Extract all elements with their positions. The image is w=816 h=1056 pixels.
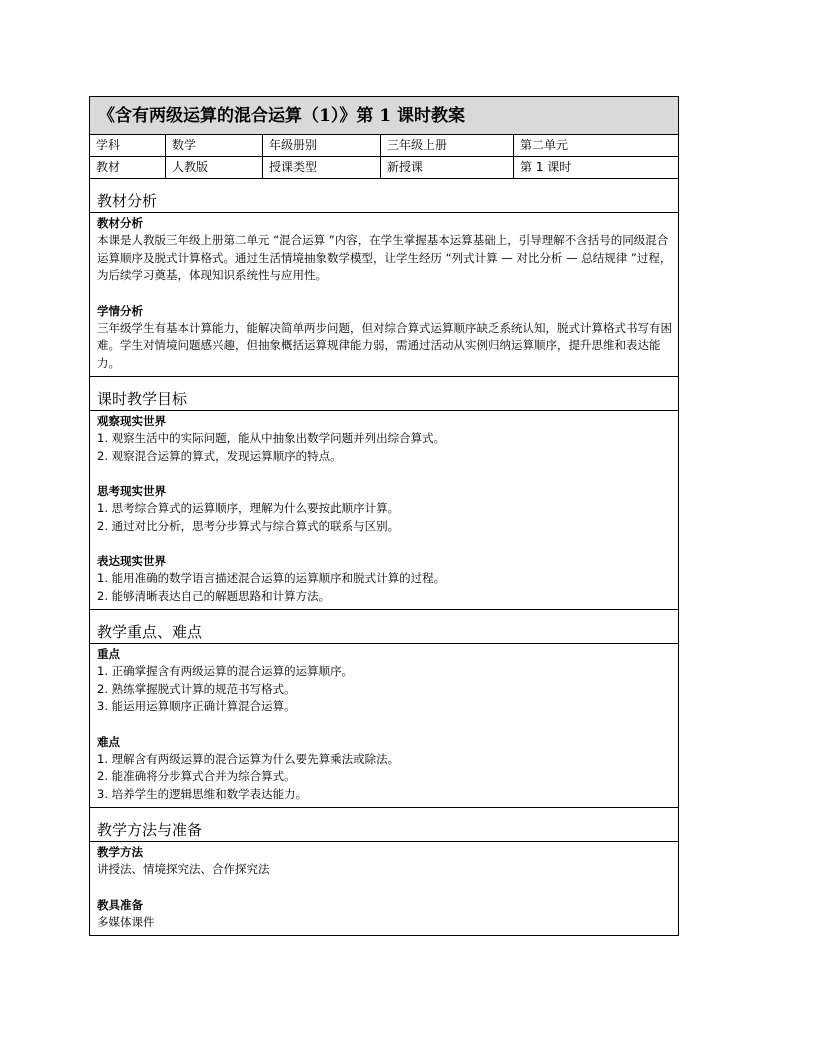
section-heading: 教学方法与准备	[90, 808, 678, 842]
goals-section	[90, 377, 678, 610]
list-item: 2. 通过对比分析，思考分步算式与综合算式的联系与区别。	[97, 518, 400, 533]
paragraph: 本课是人教版三年级上册第二单元 “混合运算 ”内容，在学生掌握基本运算基础上，引导理解不含括号的同级混合运算顺序及脱式计算格式。通过生活情境抽象数学模型，让学生经历 “列式计算 — 对比分析 — 总结规律 ”过程，为后续学习奠基，体现知识系统性与应用性。	[97, 233, 672, 282]
lesson-plan-table	[89, 96, 679, 936]
keypoints-section	[90, 610, 678, 808]
info-row-2	[90, 157, 678, 179]
info-cell: 新授课	[381, 157, 514, 178]
list-item: 2. 熟练掌握脱式计算的规范书写格式。	[97, 681, 296, 696]
list-item: 2. 能准确将分步算式合并为综合算式。	[97, 769, 296, 783]
info-row-1	[90, 135, 678, 157]
info-cell: 三年级上册	[381, 135, 514, 156]
info-cell: 学科	[90, 135, 166, 156]
subheading: 表达现实世界	[97, 554, 166, 568]
info-cell: 授课类型	[263, 157, 381, 178]
info-cell: 第 1 课时	[520, 160, 572, 174]
subheading: 教学方法	[97, 845, 143, 859]
subheading: 教具准备	[97, 897, 143, 912]
list-item: 2. 能够清晰表达自己的解题思路和计算方法。	[97, 588, 331, 603]
analysis-section	[90, 179, 678, 377]
list-item: 1. 理解含有两级运算的混合运算为什么要先算乘法或除法。	[97, 751, 400, 766]
list-item: 2. 观察混合运算的算式，发现运算顺序的特点。	[97, 448, 342, 463]
info-cell: 数学	[166, 135, 263, 156]
paragraph: 三年级学生有基本计算能力，能解决简单两步问题，但对综合算式运算顺序缺乏系统认知，脱式计算格式书写有困难。学生对情境问题感兴趣，但抽象概括运算规律能力弱，需通过活动从实例归纳运算顺序，提升思维和表达能力。	[97, 320, 672, 370]
info-cell: 年级册别	[263, 135, 381, 156]
section-heading: 教学重点、难点	[90, 610, 678, 644]
list-item: 1. 能用准确的数学语言描述混合运算的运算顺序和脱式计算的过程。	[97, 571, 446, 585]
subheading: 重点	[97, 647, 120, 661]
subheading: 思考现实世界	[97, 484, 166, 498]
subheading: 学情分析	[97, 303, 143, 318]
section-heading: 课时教学目标	[90, 377, 678, 411]
subheading: 教材分析	[97, 216, 143, 230]
methods-section	[90, 808, 678, 935]
paragraph: 多媒体课件	[97, 914, 155, 929]
list-item: 3. 能运用运算顺序正确计算混合运算。	[97, 699, 296, 713]
info-cell: 人教版	[166, 157, 263, 178]
info-cell: 第二单元	[520, 138, 569, 152]
paragraph: 讲授法、情境探究法、合作探究法	[97, 862, 270, 876]
info-cell: 教材	[90, 157, 166, 178]
list-item: 1. 正确掌握含有两级运算的混合运算的运算顺序。	[97, 664, 354, 678]
subheading: 观察现实世界	[97, 414, 166, 428]
list-item: 3. 培养学生的逻辑思维和数学表达能力。	[97, 786, 308, 801]
subheading: 难点	[97, 734, 120, 749]
section-heading: 教材分析	[90, 179, 678, 213]
list-item: 1. 观察生活中的实际问题，能从中抽象出数学问题并列出综合算式。	[97, 431, 446, 445]
document-title: 《含有两级运算的混合运算（1）》第 1 课时教案	[90, 97, 678, 135]
list-item: 1. 思考综合算式的运算顺序，理解为什么要按此顺序计算。	[97, 501, 400, 515]
